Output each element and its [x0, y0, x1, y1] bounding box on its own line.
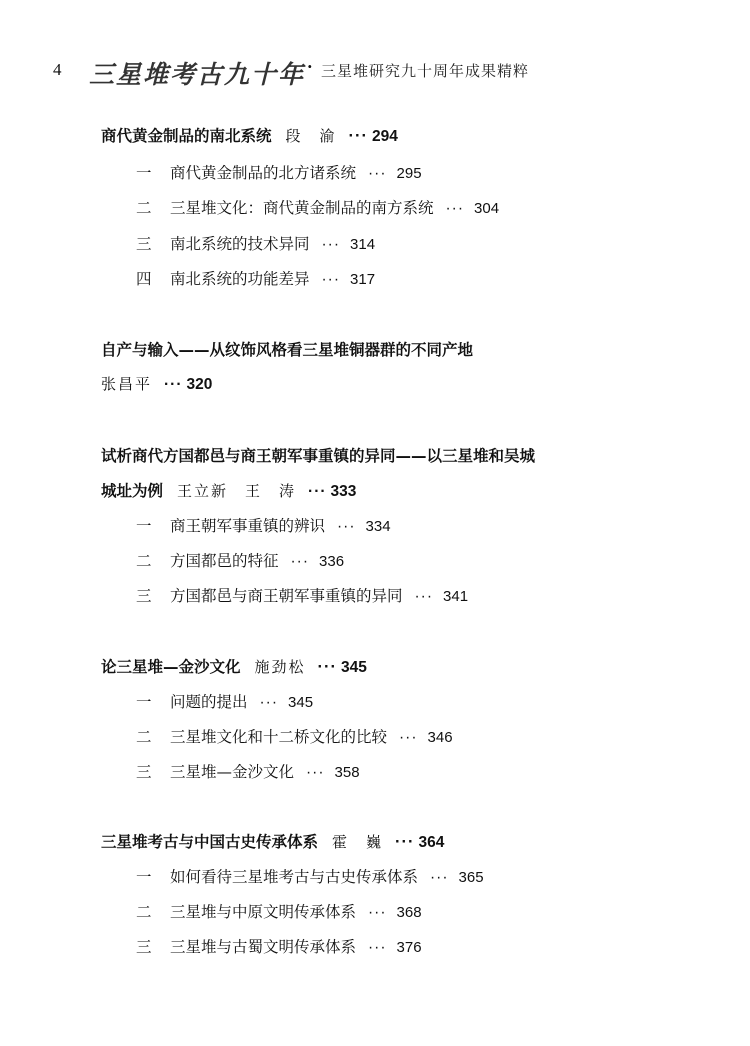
section-page: 317	[350, 271, 376, 288]
toc-entry	[101, 338, 473, 360]
toc-entry	[101, 124, 398, 146]
section-title: 三星堆与中原文明传承体系	[170, 903, 357, 921]
section-num: 三	[136, 235, 152, 253]
toc-section	[136, 760, 360, 782]
page-number: 4	[53, 60, 62, 79]
leader-dots: ···	[368, 904, 387, 921]
section-num: 二	[136, 199, 152, 217]
section-title: 三星堆—金沙文化	[170, 763, 295, 781]
section-num: 一	[136, 868, 152, 886]
section-title: 三星堆与古蜀文明传承体系	[170, 938, 357, 956]
toc-section	[136, 900, 422, 922]
toc-entry-continued	[101, 373, 212, 394]
leader-dots: ···	[430, 869, 449, 886]
entry-title: 试析商代方国都邑与商王朝军事重镇的异同——以三星堆和吴城	[101, 447, 536, 465]
entry-page: 294	[372, 128, 398, 145]
entry-title: 商代黄金制品的南北系统	[101, 127, 272, 145]
section-title: 方国都邑与商王朝军事重镇的异同	[170, 587, 403, 605]
section-title: 如何看待三星堆考古与古史传承体系	[170, 868, 419, 886]
section-page: 334	[365, 518, 391, 535]
section-page: 346	[427, 729, 453, 746]
entry-title: 自产与输入——从纹饰风格看三星堆铜器群的不同产地	[101, 341, 474, 359]
entry-page: 320	[186, 376, 213, 393]
section-title: 南北系统的技术异同	[170, 235, 310, 253]
toc-section	[136, 935, 422, 957]
toc-entry	[101, 444, 535, 466]
leader-dots: ···	[368, 939, 387, 956]
section-title: 商代黄金制品的北方诸系统	[170, 164, 357, 182]
leader-dots: ···	[317, 658, 338, 676]
section-num: 一	[136, 517, 152, 535]
leader-dots: ···	[399, 729, 418, 746]
leader-dots: ···	[321, 271, 341, 288]
section-page: 365	[458, 869, 484, 886]
entry-page: 364	[418, 834, 445, 851]
leader-dots: ···	[308, 483, 327, 500]
section-page: 304	[474, 200, 500, 217]
entry-title-continued: 城址为例	[101, 482, 164, 500]
section-num: 四	[136, 270, 152, 288]
toc-entry	[101, 830, 444, 852]
section-num: 三	[136, 587, 152, 605]
toc-section	[136, 514, 391, 536]
section-num: 二	[136, 903, 152, 921]
leader-dots: ···	[306, 764, 325, 781]
section-page: 336	[319, 553, 345, 570]
page-header	[53, 55, 730, 89]
section-title: 问题的提出	[170, 693, 248, 711]
entry-author: 张昌平	[101, 375, 153, 393]
toc-section	[136, 161, 422, 183]
section-title: 三星堆文化：商代黄金制品的南方系统	[170, 199, 434, 217]
toc-section	[136, 232, 375, 254]
entry-author: 王立新 王 涛	[177, 482, 297, 500]
section-num: 三	[136, 763, 152, 781]
toc-section	[136, 584, 468, 606]
section-title: 商王朝军事重镇的辨识	[170, 517, 326, 535]
section-page: 341	[443, 588, 469, 605]
section-title: 方国都邑的特征	[170, 552, 279, 570]
leader-dots: ···	[164, 376, 183, 393]
leader-dots: ···	[348, 127, 369, 145]
leader-dots: ···	[321, 236, 341, 253]
entry-page: 333	[330, 483, 357, 500]
leader-dots: ···	[445, 200, 465, 217]
leader-dots: ···	[368, 165, 387, 182]
leader-dots: ···	[259, 694, 279, 711]
toc-section	[136, 690, 313, 712]
entry-author: 霍 巍	[332, 833, 384, 851]
entry-page: 345	[341, 659, 367, 676]
toc-entry-continued	[101, 479, 356, 501]
leader-dots: ···	[290, 553, 310, 570]
leader-dots: ···	[337, 518, 356, 535]
section-page: 368	[396, 904, 422, 921]
section-page: 345	[288, 694, 314, 711]
section-num: 二	[136, 552, 152, 570]
entry-author: 施劲松	[254, 658, 306, 676]
section-title: 南北系统的功能差异	[170, 270, 310, 288]
toc-section	[136, 196, 499, 218]
section-page: 295	[396, 165, 422, 182]
book-title: 三星堆考古九十年	[89, 60, 306, 89]
section-title: 三星堆文化和十二桥文化的比较	[170, 728, 388, 746]
section-num: 三	[136, 938, 152, 956]
section-page: 314	[350, 236, 376, 253]
section-page: 376	[396, 939, 422, 956]
toc-entry	[101, 655, 367, 677]
leader-dots: ···	[395, 833, 415, 851]
book-subtitle: 三星堆研究九十周年成果精粹	[321, 62, 530, 80]
toc-section	[136, 725, 453, 747]
section-num: 一	[136, 693, 152, 711]
section-num: 一	[136, 164, 152, 182]
entry-author: 段 渝	[285, 127, 337, 145]
entry-title: 论三星堆—金沙文化	[101, 658, 241, 676]
toc-section	[136, 865, 484, 887]
section-num: 二	[136, 728, 152, 746]
toc-section	[136, 267, 375, 289]
toc-section	[136, 549, 344, 571]
header-separator: ·	[307, 57, 313, 76]
entry-title: 三星堆考古与中国古史传承体系	[101, 833, 319, 851]
leader-dots: ···	[414, 588, 434, 605]
section-page: 358	[334, 764, 360, 781]
